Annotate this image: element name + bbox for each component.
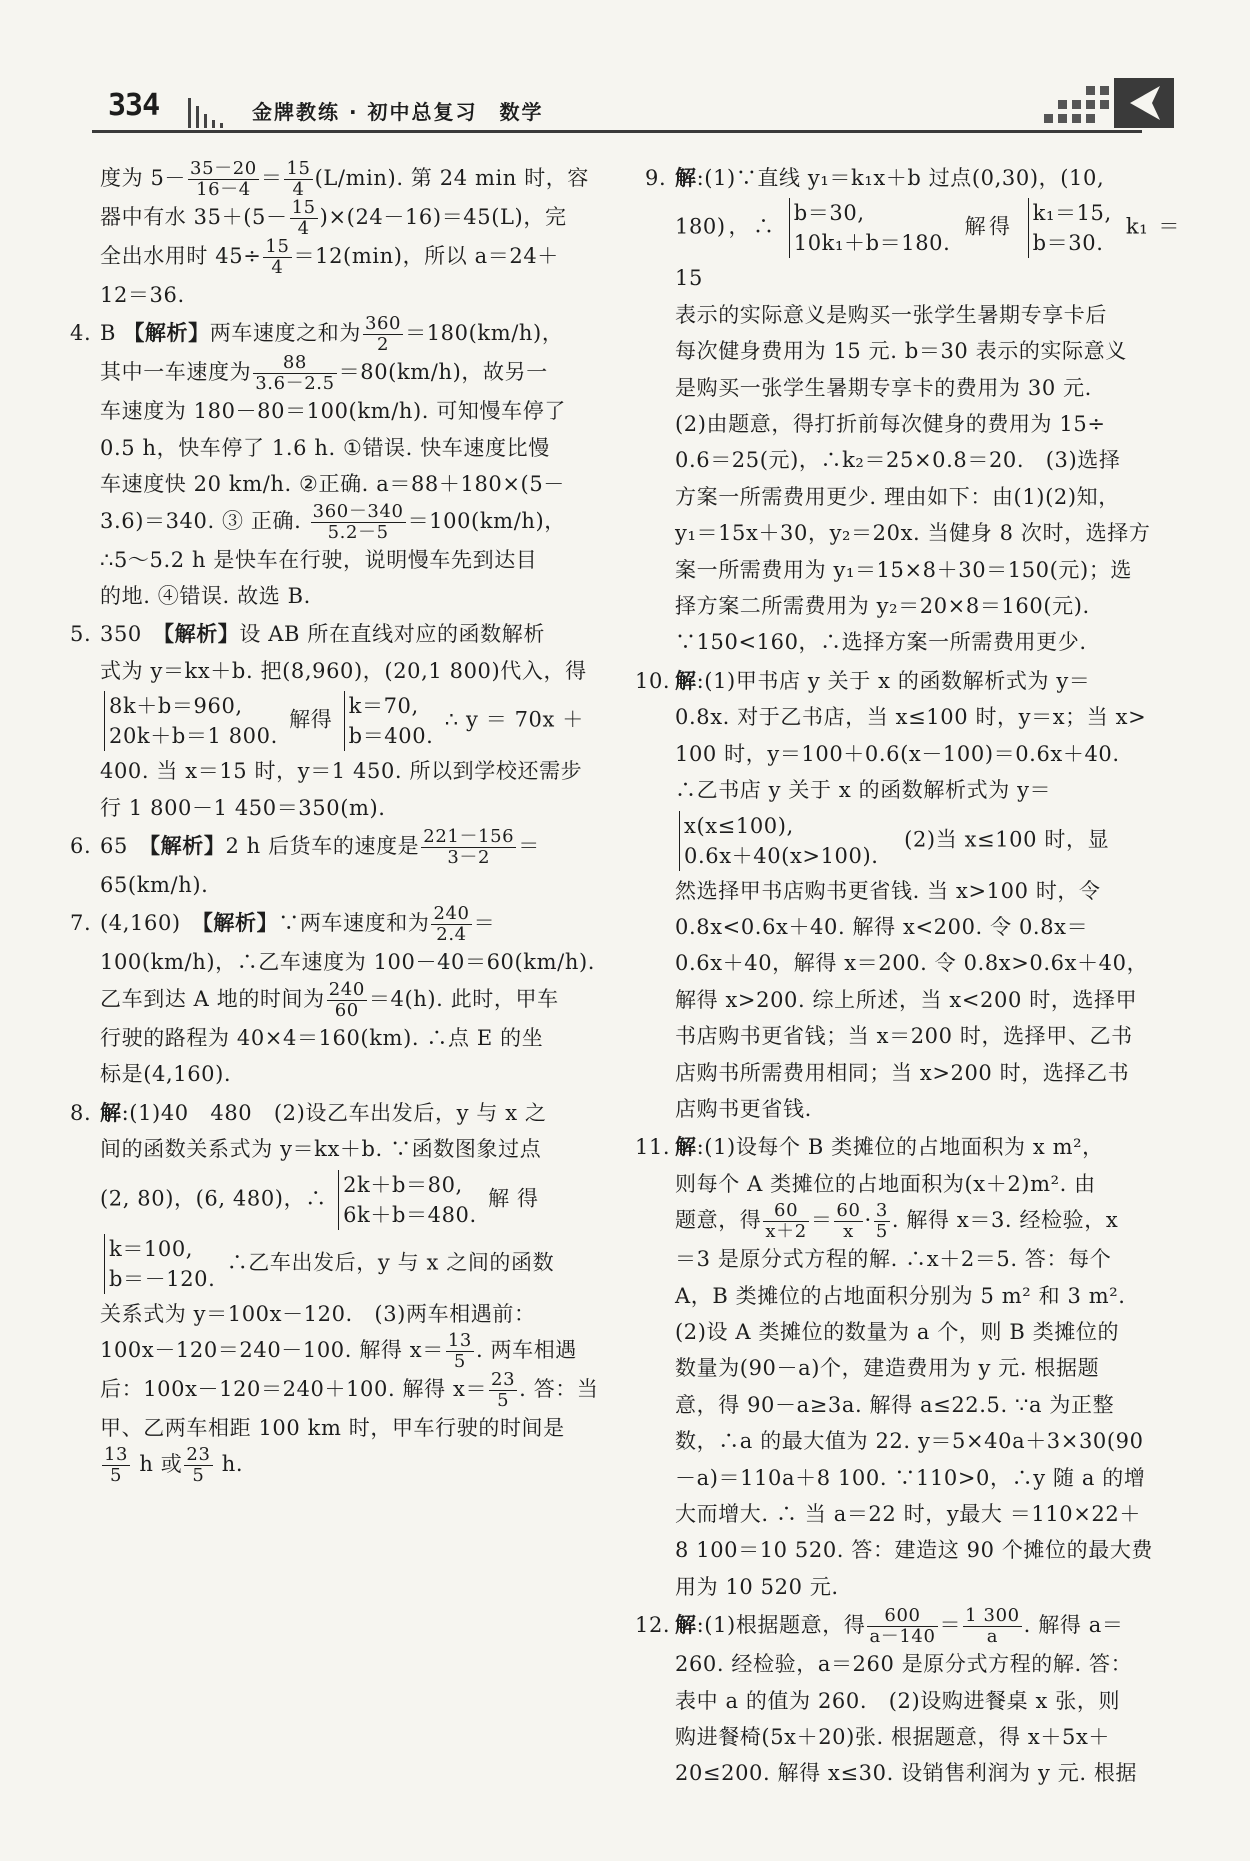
fraction: $\frac{1 300}{a}$ bbox=[965, 1605, 1020, 1648]
fraction: $\frac{240}{2.4}$ bbox=[433, 903, 470, 946]
equation-system: k＝100, b＝－120. bbox=[104, 1234, 215, 1294]
fraction: $\frac{240}{60}$ bbox=[328, 978, 365, 1021]
analysis-tag: 【解析】 bbox=[149, 834, 226, 859]
page-header bbox=[92, 72, 1192, 142]
solution-tag: 解 bbox=[675, 668, 697, 693]
q9-answer: 9. 解:(1)∵直线 y₁＝k₁x＋b 过点(0,30)，(10, 180)，∴ b＝30, 10k₁＋b＝180. 解得 k₁＝15, b＝30. k₁ ＝ 15 表示的实际意义是购买一张学生暑期专享卡后 每次健身费用为 15 元. b＝30 表示的实际意义 是购买一张学生暑期专享卡的费用为 30 元. (2)由题意，得打折前每次健身的费用为 15÷ 0.6＝25(元)，∴k₂＝25×0.8＝20. (3)选择 方案一所需费用更少. 理由如下：由(1)(2)知， y₁＝15x＋30，y₂＝20x. 当健身 8 次时，选择方 案一所需费用为 y₁＝15×8＋30＝150(元)；选 择方案二所需费用为 y₂＝20×8＝160(元). ∵150<160，∴选择方案一所需费用更少. bbox=[645, 166, 1181, 655]
solution-tag: 解 bbox=[675, 1135, 697, 1160]
q5-answer: 5. 350 【解析】设 AB 所在直线对应的函数解析 式为 y＝kx＋b. 把(8,960)，(20,1 800)代入，得 8k＋b＝960, 20k＋b＝1 800. 解得 k＝70, b＝400. ∴ y ＝ 70x ＋ 400. 当 x＝15 时，y＝1 450. 所以到学校还需步 行 1 800－1 450＝350(m). bbox=[70, 622, 587, 820]
fraction: $\frac{15}{4}$ bbox=[265, 236, 290, 278]
equation-system: 2k＋b＝80, 6k＋b＝480. bbox=[338, 1170, 477, 1230]
fraction: $\frac{360}{2}$ bbox=[364, 313, 402, 356]
fraction: $\frac{360-340}{5.2-5}$ bbox=[312, 500, 404, 543]
fraction: $\frac{13}{5}$ bbox=[104, 1444, 129, 1487]
equation-system: b＝30, 10k₁＋b＝180. bbox=[789, 198, 951, 258]
q4-answer: 4. B 【解析】两车速度之和为 $\frac{360}{2}$ ＝180(km/h)， 其中一车速度为 $\frac{88}{3.6-2.5}$ ＝80(km/h)，故另一 车速度为 180－80＝100(km/h). 可知慢车停了 0.5 h，快车停了 1.6 h. ①错误. 快车速度比慢 车速度快 20 km/h. ②正确. a＝88＋180×(5－ 3.6)＝340. ③ 正确. $\frac{360-340}{5.2-5}$ ＝100(km/h)， ∴5～5.2 h 是快车在行驶，说明慢车先到达目 的地. ④错误. 故选 B. bbox=[70, 313, 566, 609]
header-bars-decoration bbox=[184, 94, 254, 128]
equation-system: 8k＋b＝960, 20k＋b＝1 800. bbox=[104, 691, 278, 751]
fraction: $\frac{3}{5}$ bbox=[875, 1200, 888, 1243]
q6-answer: 6. 65 【解析】2 h 后货车的速度是 $\frac{221-156}{3-2}$ ＝ 65(km/h). bbox=[70, 826, 540, 898]
fraction: $\frac{15}{4}$ bbox=[286, 158, 311, 200]
equation-system: k＝70, b＝400. bbox=[344, 691, 434, 751]
fraction: $\frac{15}{4}$ bbox=[291, 197, 316, 239]
page-number: 334 bbox=[108, 88, 160, 123]
analysis-tag: 【解析】 bbox=[163, 622, 240, 647]
fraction: $\frac{23}{5}$ bbox=[186, 1444, 211, 1487]
analysis-tag: 【解析】 bbox=[123, 321, 210, 346]
analysis-tag: 【解析】 bbox=[202, 911, 279, 936]
left-column bbox=[70, 158, 620, 1487]
q12-answer: 12. 解:(1)根据题意，得 $\frac{600}{a-140}$ ＝ $\frac{1 300}{a}$ . 解得 a＝ 260. 经检验，a＝260 是原分式方程的解. 答： 表中 a 的值为 260. (2)设购进餐桌 x 张，则 购进餐椅(5x＋20)张. 根据题意，得 x＋5x＋ 20≤200. 解得 x≤30. 设销售利润为 y 元. 根据 bbox=[635, 1605, 1138, 1786]
fraction: $\frac{35-20}{16-4}$ bbox=[190, 158, 257, 200]
fraction: $\frac{13}{5}$ bbox=[447, 1329, 472, 1372]
equation-system: k₁＝15, b＝30. bbox=[1028, 198, 1112, 258]
header-rule bbox=[92, 130, 1142, 133]
right-column bbox=[635, 160, 1181, 1792]
header-arrow-decoration bbox=[1042, 74, 1182, 132]
solution-tag: 解 bbox=[675, 1613, 697, 1638]
fraction: $\frac{60}{x+2}$ bbox=[765, 1200, 807, 1243]
q8-answer: 8. 解:(1)40 480 (2)设乙车出发后，y 与 x 之 间的函数关系式为 y＝kx＋b. ∵函数图象过点 (2, 80)，(6, 480)，∴ 2k＋b＝80, 6k＋b＝480. 解 得 k＝100, b＝－120. ∴乙车出发后，y 与 x 之间的函数 关系式为 y＝100x－120. (3)两车相遇前： 100x－120＝240－100. 解得 x＝ $\frac{13}{5}$ . 两车相遇 后：100x－120＝240＋100. 解得 x＝ $\frac{23}{5}$ . 答：当 甲、乙两车相距 100 km 时，甲车行驶的时间是 $\frac{13}{5}$ h 或 $\frac{23}{5}$ h. bbox=[70, 1100, 599, 1487]
header-title: 金牌教练 · 初中总复习 数学 bbox=[252, 100, 544, 124]
fraction: $\frac{221-156}{3-2}$ bbox=[423, 826, 515, 869]
q10-answer: 10. 解:(1)甲书店 y 关于 x 的函数解析式为 y＝ 0.8x. 对于乙书店，当 x≤100 时，y＝x；当 x> 100 时，y＝100＋0.6(x－100)＝0.6x＋40. ∴乙书店 y 关于 x 的函数解析式为 y＝ x(x≤100), 0.6x＋40(x>100). (2)当 x≤100 时，显 然选择甲书店购书更省钱. 当 x>100 时，令 0.8x<0.6x＋40. 解得 x<200. 令 0.8x＝ 0.6x＋40，解得 x＝200. 令 0.8x>0.6x＋40， 解得 x>200. 综上所述，当 x<200 时，选择甲 书店购书更省钱；当 x＝200 时，选择甲、乙书 店购书所需费用相同；当 x>200 时，选择乙书 店购书更省钱. bbox=[635, 668, 1149, 1121]
solution-tag: 解 bbox=[675, 166, 697, 190]
fraction: $\frac{88}{3.6-2.5}$ bbox=[255, 352, 335, 395]
fraction: $\frac{600}{a-140}$ bbox=[869, 1605, 936, 1648]
equation-system: x(x≤100), 0.6x＋40(x>100). bbox=[679, 811, 879, 871]
fraction: $\frac{60}{x}$ bbox=[836, 1200, 861, 1243]
q11-answer: 11. 解:(1)设每个 B 类摊位的占地面积为 x m²， 则每个 A 类摊位的占地面积为(x＋2)m². 由 题意，得 $\frac{60}{x+2}$ ＝ $\frac{60}{x}$ · $\frac{3}{5}$ . 解得 x＝3. 经检验，x ＝3 是原分式方程的解. ∴x＋2＝5. 答：每个 A，B 类摊位的占地面积分别为 5 m² 和 3 m². (2)设 A 类摊位的数量为 a 个，则 B 类摊位的 数量为(90－a)个，建造费用为 y 元. 根据题 意，得 90－a≥3a. 解得 a≤22.5. ∵a 为正整 数，∴a 的最大值为 22. y＝5×40a＋3×30(90 －a)＝110a＋8 100. ∵110>0，∴y 随 a 的增 大而增大. ∴ 当 a＝22 时，y最大 ＝110×22＋ 8 100＝10 520. 答：建造这 90 个摊位的最大费 用为 10 520 元. bbox=[635, 1135, 1154, 1599]
q7-answer: 7. (4,160) 【解析】∵两车速度和为 $\frac{240}{2.4}$ ＝ 100(km/h)，∴乙车速度为 100－40＝60(km/h). 乙车到达 A 地的时间为 $\frac{240}{60}$ ＝4(h). 此时，甲车 行驶的路程为 40×4＝160(km). ∴点 E 的坐 标是(4,160). bbox=[70, 903, 596, 1087]
fraction: $\frac{23}{5}$ bbox=[491, 1368, 516, 1411]
q3-continuation: 度为 5－ $\frac{35-20}{16-4}$ ＝ $\frac{15}{4}$ (L/min). 第 24 min 时，容 器中有水 35＋(5－ $\frac{15}{4}$ )×(24－16)＝45(L)，完 全出水用时 45÷ $\frac{15}{4}$ ＝12(min)，所以 a＝24＋ 12＝36. bbox=[100, 158, 589, 307]
solution-tag: 解 bbox=[100, 1100, 122, 1125]
